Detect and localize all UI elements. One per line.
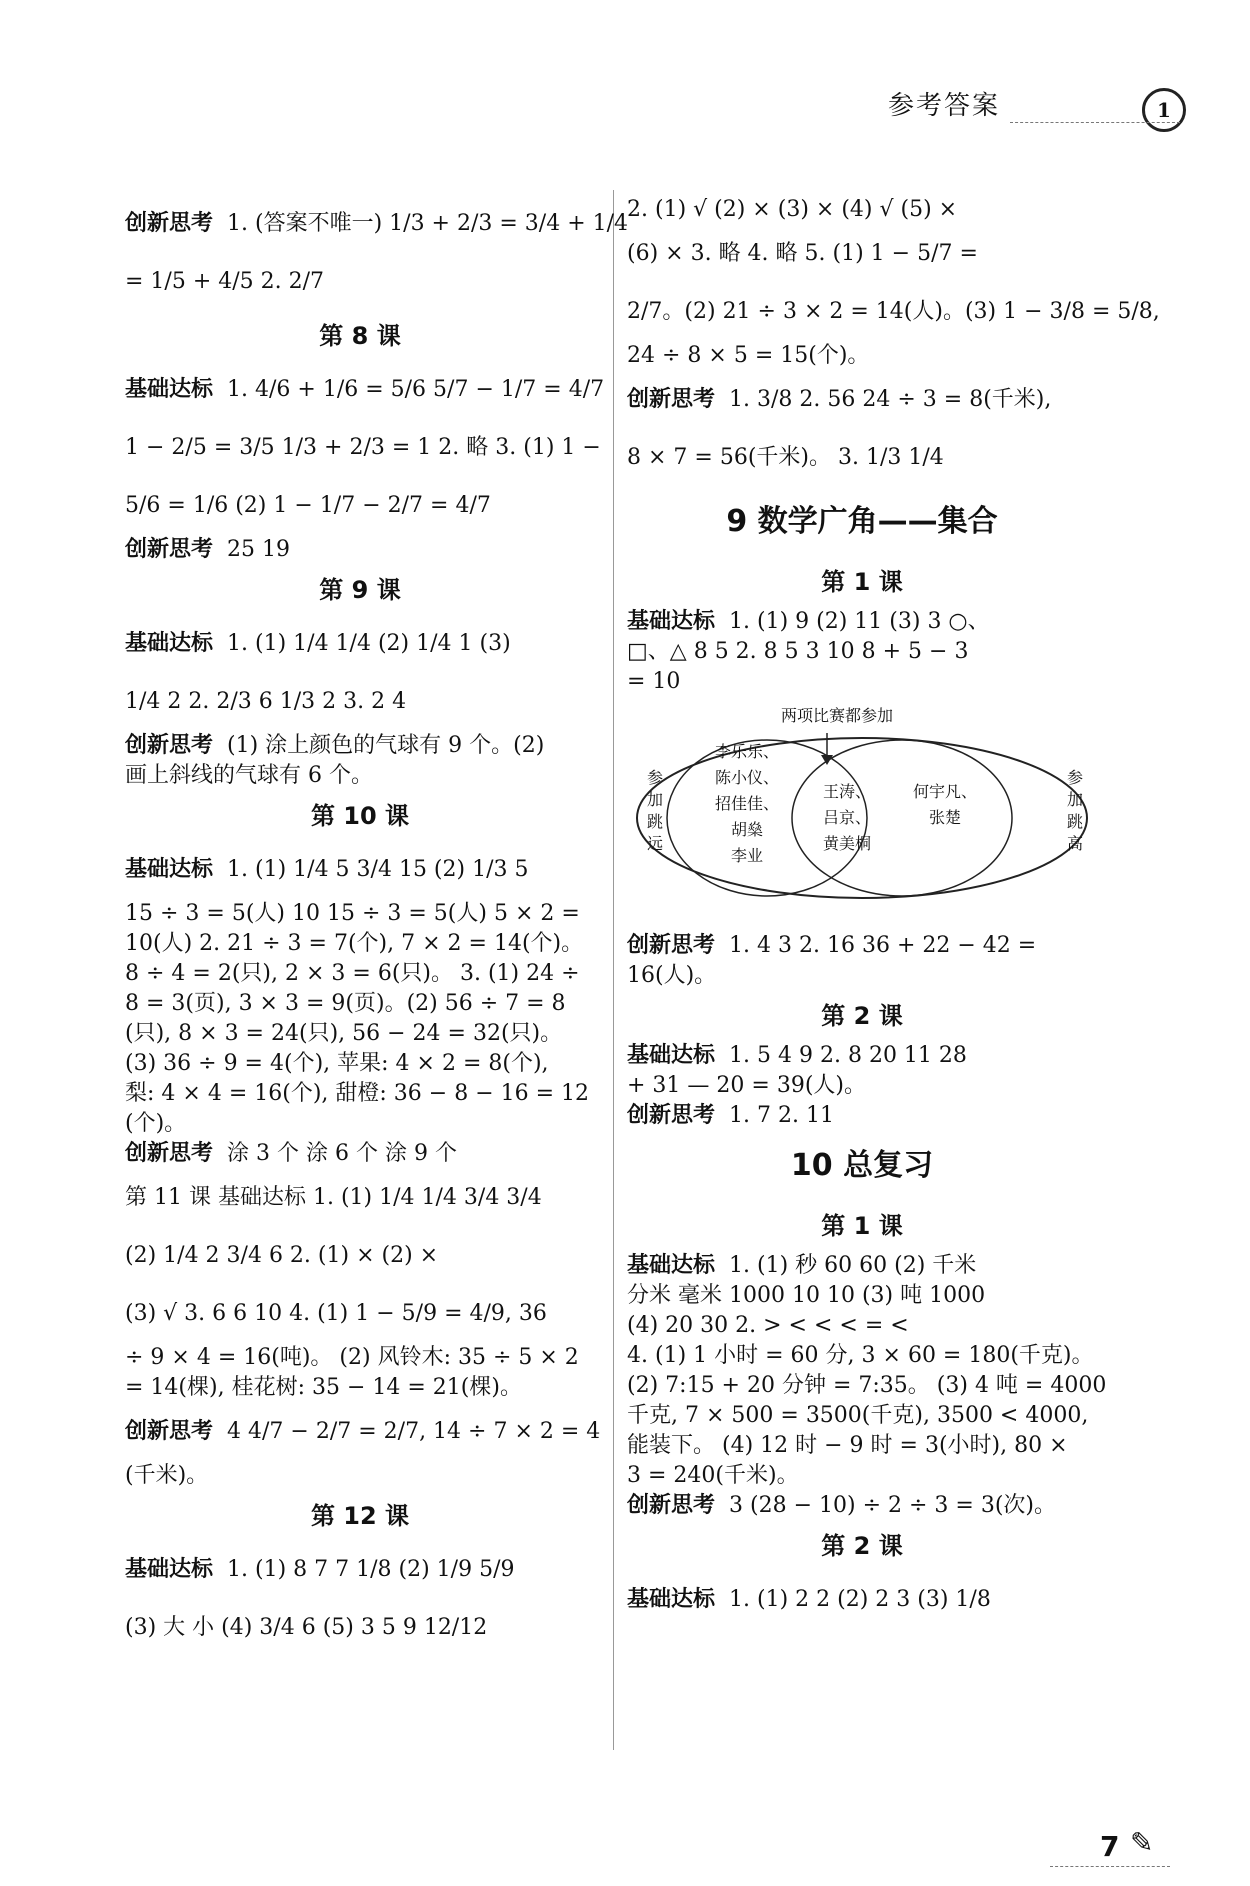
answer-line bbox=[627, 1251, 1097, 1281]
venn-title: 两项比赛都参加 bbox=[780, 706, 893, 725]
answer-text: = 10 bbox=[627, 669, 681, 694]
answer-line bbox=[627, 341, 1097, 371]
answer-line bbox=[125, 1079, 595, 1109]
answer-text: 涂 3 个 涂 6 个 涂 9 个 bbox=[227, 1141, 457, 1166]
answer-text: 第 9 课 bbox=[319, 576, 401, 604]
section-label: 创新思考 bbox=[125, 1419, 214, 1444]
section-label: 创新思考 bbox=[125, 537, 214, 562]
answer-text: 1. 4 3 2. 16 36 + 22 − 42 = bbox=[729, 933, 1037, 958]
answer-line bbox=[627, 1341, 1097, 1371]
header-title: 参考答案 bbox=[887, 91, 1000, 121]
answer-text: 1. 5 4 9 2. 8 20 11 28 bbox=[729, 1043, 967, 1068]
right-column-top bbox=[627, 195, 1160, 697]
answer-text: 1. (1) 9 (2) 11 (3) 3 ○、 bbox=[729, 609, 990, 634]
answer-text: 1. 3/8 2. 56 24 ÷ 3 = 8(千米), bbox=[729, 387, 1052, 412]
answer-line bbox=[627, 283, 1160, 341]
answer-line bbox=[125, 1599, 595, 1657]
venn-name: 李业 bbox=[730, 846, 763, 865]
section-label: 创新思考 bbox=[125, 733, 214, 758]
venn-name: 何宇凡、 bbox=[912, 782, 977, 801]
answer-text: 1/4 2 2. 2/3 6 1/3 2 3. 2 4 bbox=[125, 689, 407, 714]
venn-name: 王涛、 bbox=[822, 782, 871, 801]
page-number: 7 bbox=[1100, 1830, 1120, 1863]
answer-text: 第 2 课 bbox=[821, 1002, 903, 1030]
answer-line bbox=[627, 607, 1097, 637]
answer-text: 1. (1) 1/4 1/4 (2) 1/4 1 (3) bbox=[227, 631, 511, 656]
lesson-heading bbox=[627, 1201, 1097, 1251]
answer-line bbox=[627, 637, 1097, 667]
answer-text: 3 = 240(千米)。 bbox=[627, 1463, 799, 1488]
answer-text: 分米 毫米 1000 10 10 (3) 吨 1000 bbox=[627, 1283, 986, 1308]
answer-text: 2. (1) √ (2) × (3) × (4) √ (5) × bbox=[627, 197, 958, 222]
section-label: 基础达标 bbox=[125, 1557, 214, 1582]
answer-text: 10 总复习 bbox=[790, 1148, 934, 1183]
answer-line bbox=[627, 1281, 1097, 1311]
answer-line bbox=[125, 477, 595, 535]
venn-name: 黄美桐 bbox=[822, 834, 871, 853]
column-divider bbox=[613, 190, 614, 1750]
answer-text: 9 数学广角——集合 bbox=[726, 504, 998, 539]
section-label: 基础达标 bbox=[627, 1587, 716, 1612]
answer-line bbox=[125, 615, 595, 673]
answer-line bbox=[627, 225, 1097, 283]
answer-text: = 1/5 + 4/5 2. 2/7 bbox=[125, 269, 325, 294]
header-divider bbox=[1010, 122, 1180, 124]
answer-text: (4) 20 30 2. > < < < = < bbox=[627, 1313, 909, 1338]
answer-text: = 14(棵), 桂花树: 35 − 14 = 21(棵)。 bbox=[125, 1375, 522, 1400]
answer-text: □、△ 8 5 2. 8 5 3 10 8 + 5 − 3 bbox=[627, 639, 969, 664]
answer-line bbox=[125, 673, 595, 731]
answer-line bbox=[627, 429, 1097, 487]
answer-line bbox=[125, 1109, 595, 1139]
answer-text: 画上斜线的气球有 6 个。 bbox=[125, 763, 373, 788]
answer-text: (6) × 3. 略 4. 略 5. (1) 1 − 5/7 = bbox=[627, 241, 978, 266]
page-header bbox=[888, 85, 1000, 122]
venn-name: 吕京、 bbox=[822, 808, 871, 827]
answer-line bbox=[125, 1373, 595, 1403]
footer-divider bbox=[1050, 1866, 1170, 1867]
answer-text: 第 1 课 bbox=[821, 568, 903, 596]
answer-line bbox=[125, 1227, 595, 1285]
answer-text: 1. (1) 秒 60 60 (2) 千米 bbox=[729, 1253, 977, 1278]
answer-text: 8 ÷ 4 = 2(只), 2 × 3 = 6(只)。 3. (1) 24 ÷ bbox=[125, 961, 580, 986]
venn-diagram bbox=[627, 703, 1097, 923]
answer-text: 4 4/7 − 2/7 = 2/7, 14 ÷ 7 × 2 = 4 bbox=[227, 1419, 601, 1444]
section-label: 基础达标 bbox=[627, 1043, 716, 1068]
answer-line bbox=[125, 1169, 595, 1227]
answer-line bbox=[627, 1101, 1097, 1131]
answer-text: (千米)。 bbox=[125, 1463, 209, 1488]
answer-text: 15 ÷ 3 = 5(人) 10 15 ÷ 3 = 5(人) 5 × 2 = bbox=[125, 901, 580, 926]
unit-heading bbox=[627, 487, 1097, 557]
answer-line bbox=[627, 1371, 1107, 1401]
answer-text: 千克, 7 × 500 = 3500(千克), 3500 < 4000, bbox=[627, 1403, 1089, 1428]
answer-text: 10(人) 2. 21 ÷ 3 = 7(个), 7 × 2 = 14(个)。 bbox=[125, 931, 584, 956]
answer-text: 16(人)。 bbox=[627, 963, 717, 988]
answer-text: 8 = 3(页), 3 × 3 = 9(页)。(2) 56 ÷ 7 = 8 bbox=[125, 991, 566, 1016]
section-label: 基础达标 bbox=[627, 609, 716, 634]
section-label: 创新思考 bbox=[125, 1141, 214, 1166]
answer-line bbox=[627, 1041, 1097, 1071]
answer-line bbox=[125, 731, 595, 761]
answer-line bbox=[627, 1571, 1097, 1629]
venn-right-only bbox=[895, 779, 995, 831]
answer-text: 能装下。 (4) 12 时 − 9 时 = 3(小时), 80 × bbox=[627, 1433, 1068, 1458]
answer-line bbox=[627, 1311, 1097, 1341]
answer-text: 1 − 2/5 = 3/5 1/3 + 2/3 = 1 2. 略 3. (1) 1 − bbox=[125, 435, 601, 460]
answer-line bbox=[627, 371, 1097, 429]
answer-line bbox=[125, 535, 595, 565]
section-label: 创新思考 bbox=[627, 933, 716, 958]
answer-line bbox=[627, 1431, 1097, 1461]
answer-line bbox=[125, 1049, 595, 1079]
venn-right-label: 参加跳高 bbox=[1066, 768, 1083, 853]
answer-text: 2/7。(2) 21 ÷ 3 × 2 = 14(人)。(3) 1 − 3/8 = 5/8, bbox=[627, 299, 1160, 324]
venn-name: 胡燊 bbox=[730, 820, 763, 839]
section-label: 创新思考 bbox=[125, 211, 214, 236]
answer-line bbox=[125, 1403, 601, 1461]
answer-line bbox=[627, 1461, 1097, 1491]
answer-text: (2) 1/4 2 3/4 6 2. (1) × (2) × bbox=[125, 1243, 439, 1268]
lesson-heading bbox=[125, 565, 595, 615]
answer-text: (3) 36 ÷ 9 = 4(个), 苹果: 4 × 2 = 8(个), bbox=[125, 1051, 549, 1076]
answer-line bbox=[125, 1541, 595, 1599]
answer-line bbox=[125, 959, 595, 989]
venn-left-only bbox=[707, 739, 787, 869]
answer-text: 4. (1) 1 小时 = 60 分, 3 × 60 = 180(千克)。 bbox=[627, 1343, 1094, 1368]
lesson-heading bbox=[627, 991, 1097, 1041]
answer-text: 3 (28 − 10) ÷ 2 ÷ 3 = 3(次)。 bbox=[729, 1493, 1056, 1518]
answer-text: 1. (1) 1/4 5 3/4 15 (2) 1/3 5 bbox=[227, 857, 529, 882]
answer-line bbox=[627, 961, 1097, 991]
venn-name: 李乐乐、 bbox=[714, 742, 779, 761]
answer-text: 第 8 课 bbox=[319, 322, 401, 350]
answer-text: (只), 8 × 3 = 24(只), 56 − 24 = 32(只)。 bbox=[125, 1021, 563, 1046]
answer-text: 5/6 = 1/6 (2) 1 − 1/7 − 2/7 = 4/7 bbox=[125, 493, 491, 518]
clock-icon: 1 bbox=[1142, 88, 1186, 132]
section-label: 基础达标 bbox=[125, 631, 214, 656]
answer-line bbox=[627, 931, 1097, 961]
answer-text: (3) √ 3. 6 6 10 4. (1) 1 − 5/9 = 4/9, 36 bbox=[125, 1301, 547, 1326]
answer-line bbox=[125, 1285, 595, 1343]
answer-text: 1. 7 2. 11 bbox=[729, 1103, 834, 1128]
answer-text: (个)。 bbox=[125, 1111, 187, 1136]
unit-heading bbox=[627, 1131, 1097, 1201]
answer-line bbox=[125, 1461, 595, 1491]
answer-text: 第 10 课 bbox=[310, 802, 410, 830]
venn-name: 招佳佳、 bbox=[714, 794, 779, 813]
pen-icon: ✎ bbox=[1130, 1826, 1154, 1859]
left-column bbox=[125, 195, 629, 1657]
answer-line bbox=[125, 195, 629, 253]
answer-text: 8 × 7 = 56(千米)。 3. 1/3 1/4 bbox=[627, 445, 944, 470]
answer-line bbox=[125, 761, 595, 791]
section-label: 基础达标 bbox=[125, 857, 214, 882]
answer-line bbox=[125, 1019, 595, 1049]
answer-line bbox=[125, 1139, 595, 1169]
answer-text: ÷ 9 × 4 = 16(吨)。 (2) 风铃木: 35 ÷ 5 × 2 bbox=[125, 1345, 579, 1370]
answer-text: 第 1 课 bbox=[821, 1212, 903, 1240]
answer-text: 1. (1) 2 2 (2) 2 3 (3) 1/8 bbox=[729, 1587, 991, 1612]
section-label: 创新思考 bbox=[627, 387, 716, 412]
answer-text: 25 19 bbox=[227, 537, 290, 562]
answer-text: 第 12 课 bbox=[310, 1502, 410, 1530]
answer-text: (2) 7:15 + 20 分钟 = 7:35。 (3) 4 吨 = 4000 bbox=[627, 1373, 1107, 1398]
answer-line bbox=[627, 1401, 1097, 1431]
answer-text: 第 11 课 基础达标 1. (1) 1/4 1/4 3/4 3/4 bbox=[125, 1185, 542, 1210]
answer-line bbox=[125, 899, 595, 929]
answer-line bbox=[125, 361, 605, 419]
venn-left-label: 参加跳远 bbox=[646, 768, 663, 853]
right-column-bottom bbox=[627, 931, 1107, 1629]
answer-text: (3) 大 小 (4) 3/4 6 (5) 3 5 9 12/12 bbox=[125, 1615, 488, 1640]
answer-line bbox=[627, 195, 1097, 225]
answer-line bbox=[627, 1491, 1097, 1521]
section-label: 基础达标 bbox=[125, 377, 214, 402]
section-label: 基础达标 bbox=[627, 1253, 716, 1278]
answer-line bbox=[125, 929, 595, 959]
answer-text: 1. (答案不唯一) 1/3 + 2/3 = 3/4 + 1/4 bbox=[227, 211, 629, 236]
answer-text: 24 ÷ 8 × 5 = 15(个)。 bbox=[627, 343, 870, 368]
answer-text: 1. 4/6 + 1/6 = 5/6 5/7 − 1/7 = 4/7 bbox=[227, 377, 605, 402]
venn-name: 陈小仪、 bbox=[714, 768, 779, 787]
answer-line bbox=[125, 841, 595, 899]
answer-line bbox=[125, 1343, 595, 1373]
answer-text: + 31 — 20 = 39(人)。 bbox=[627, 1073, 866, 1098]
answer-text: 第 2 课 bbox=[821, 1532, 903, 1560]
answer-line bbox=[125, 419, 601, 477]
section-label: 创新思考 bbox=[627, 1103, 716, 1128]
lesson-heading bbox=[125, 1491, 595, 1541]
answer-text: 梨: 4 × 4 = 16(个), 甜橙: 36 − 8 − 16 = 12 bbox=[125, 1081, 590, 1106]
answer-text: (1) 涂上颜色的气球有 9 个。(2) bbox=[227, 733, 545, 758]
answer-line bbox=[627, 667, 1097, 697]
lesson-heading bbox=[125, 791, 595, 841]
lesson-heading bbox=[627, 557, 1097, 607]
right-column bbox=[627, 195, 1160, 1629]
lesson-heading bbox=[627, 1521, 1097, 1571]
section-label: 创新思考 bbox=[627, 1493, 716, 1518]
venn-name: 张楚 bbox=[928, 808, 961, 827]
lesson-heading bbox=[125, 311, 595, 361]
answer-line bbox=[627, 1071, 1097, 1101]
answer-text: 1. (1) 8 7 7 1/8 (2) 1/9 5/9 bbox=[227, 1557, 515, 1582]
answer-line bbox=[125, 989, 595, 1019]
answer-line bbox=[125, 253, 595, 311]
venn-both bbox=[807, 779, 887, 857]
